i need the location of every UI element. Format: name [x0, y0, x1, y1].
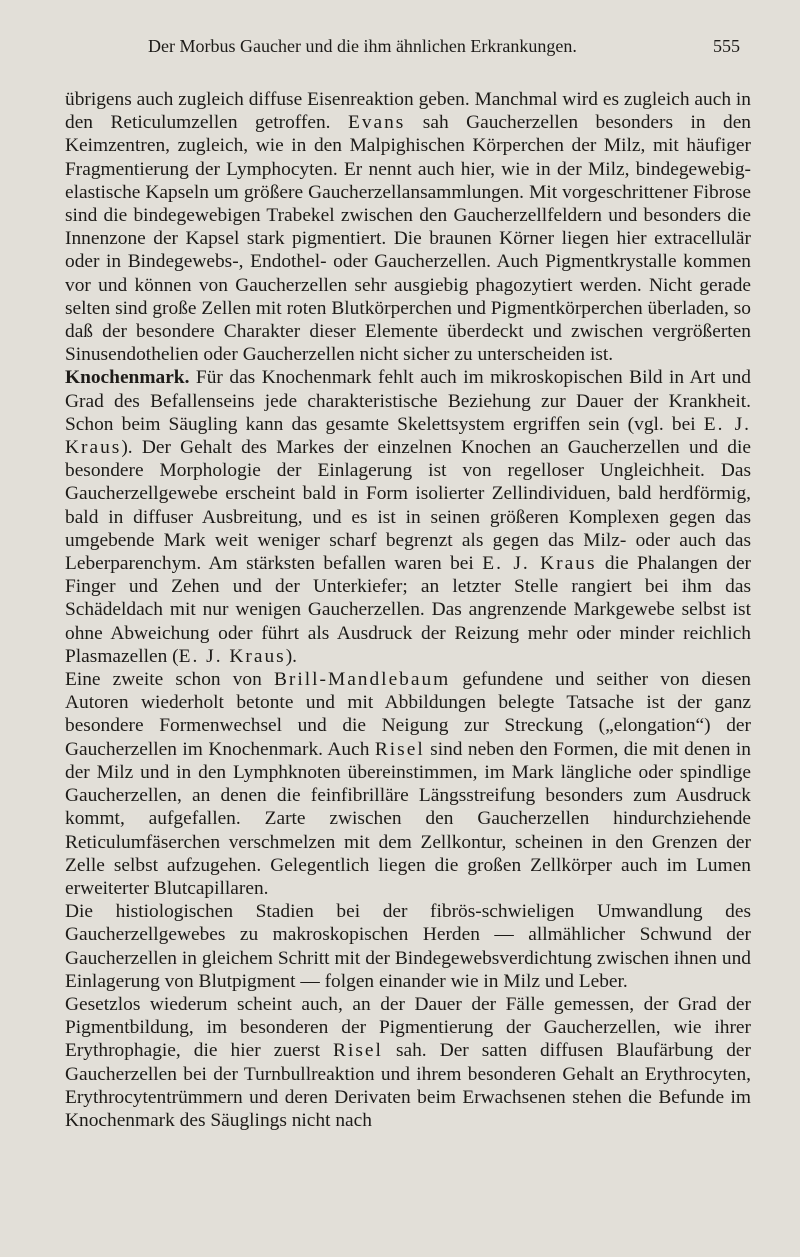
section-heading: Knochenmark.	[65, 367, 190, 389]
paragraph-brill-mandlebaum	[65, 668, 751, 900]
author-name: Brill-Mandlebaum	[273, 669, 451, 691]
text-run: Für das Knochenmark fehlt auch im mikroskopischen Bild in Art und Grad des Befallenseins jede charakteristische Beziehung zur Dauer der Krankheit. Schon beim Säugling kann das gesamte Skelettsystem ergriffen sein (vgl. bei	[65, 367, 751, 435]
text-run: Eine zweite schon von	[65, 669, 274, 691]
author-name: Evans	[347, 112, 406, 134]
author-name: E. J. Kraus	[65, 413, 752, 459]
text-run: sind neben den Formen, die mit denen in der Milz und in den Lymphknoten übereinstimmen, im Mark längliche oder spindlige Gaucherzellen, an denen die feinfibrilläre Längsstreifung besonders zum Ausdruck kommt, aufgefallen. Zarte zwischen den Gaucherzellen hindurchziehende Reticulumfäserchen verschmelzen mit dem Zellkontur, scheinen in den Grenzen der Zelle selbst aufzugehen. Gelegentlich liegen die großen Zellkörper auch im Lumen erweiterter Blutcapillaren.	[65, 738, 751, 899]
paragraph-knochenmark	[65, 366, 751, 668]
text-run: die Phalangen der Finger und Zehen und der Unterkiefer; an letzter Stelle rangiert bei ihm das Schädeldach mit nur wenigen Gaucherzellen. Das angrenzende Markgewebe selbst ist ohne Abweichung oder führt als Ausdruck der Reizung mehr oder minder reichlich Plasmazellen (	[65, 553, 752, 667]
author-name: E. J. Kraus	[178, 645, 286, 667]
author-name: E. J. Kraus	[482, 553, 597, 575]
text-run: Die histiologischen Stadien bei der fibrös-schwieligen Umwandlung des Gaucherzellgewebes zu makroskopischen Herden — allmählicher Schwund der Gaucherzellen in gleichem Schritt mit der Bindegewebsverdichtung zwischen ihnen und Einlagerung von Blutpigment — folgen einander wie in Milz und Leber.	[65, 901, 751, 992]
running-title: Der Morbus Gaucher und die ihm ähnlichen Erkrankungen.	[148, 36, 577, 56]
text-run: ).	[285, 645, 298, 667]
author-name: Risel	[374, 738, 425, 760]
running-head	[68, 36, 740, 62]
paragraph-pigment-formation	[65, 993, 751, 1132]
text-run: Gesetzlos wiederum scheint auch, an der Dauer der Fälle gemessen, der Grad der Pigmentbildung, im besonderen der Pigmentierung der Gaucherzellen, wie ihrer Erythrophagie, die hier zuerst	[65, 993, 751, 1062]
paragraph-fibrous-stages	[65, 900, 751, 993]
text-run: sah Gaucherzellen besonders in den Keimzentren, zugleich, wie in den Malpighischen Körperchen der Milz, mit häufiger Fragmentierung der Lymphocyten. Er nennt auch hier, wie in der Milz, bindegewebig-elastische Kapseln um größere Gaucherzellansammlungen. Mit vorgeschrittener Fibrose sind die bindegewebigen Trabekel zwischen den Gaucherzellfeldern und besonders die Innenzone der Kapsel stark pigmentiert. Die braunen Körner liegen hier extracellulär oder in Bindegewebs-, Endothel- oder Gaucherzellen. Auch Pigmentkrystalle kommen vor und können von Gaucherzellen sehr ausgiebig phagozytiert werden. Nicht gerade selten sind große Zellen mit roten Blutkörperchen und Pigmentkörperchen überladen, so daß der besondere Charakter dieser Elemente überdeckt und zwischen vergrößerten Sinusendothelien oder Gaucherzellen nicht sicher zu unterscheiden ist.	[65, 112, 752, 366]
paragraph-evans-lymph-nodes	[65, 88, 751, 366]
text-run: ). Der Gehalt des Markes der einzelnen Knochen an Gaucherzellen und die besondere Morphologie der Einlagerung ist von regelloser Ungleichheit. Das Gaucherzellgewebe erscheint bald in Form isolierter Zellindividuen, bald herdförmig, bald in diffuser Ausbreitung, und es ist in seinen größeren Komplexen gegen das umgebende Mark weit weniger scharf begrenzt als gegen das Milz- oder auch das Leberparenchym. Am stärksten befallen waren bei	[65, 437, 751, 575]
page-number: 555	[713, 36, 740, 56]
text-run: übrigens auch zugleich diffuse Eisenreaktion geben. Manchmal wird es zugleich auch in den Reticulumzellen getroffen.	[65, 89, 751, 134]
author-name: Risel	[333, 1040, 383, 1062]
text-run: sah. Der satten diffusen Blaufärbung der Gaucherzellen bei der Turnbullreaktion und ihrem besonderen Gehalt an Erythrocyten, Erythrocytentrümmern und deren Derivaten beim Erwachsenen stehen die Befunde im Knochenmark des Säuglings nicht nach	[65, 1040, 751, 1131]
body-text	[65, 88, 751, 1132]
text-run: gefundene und seither von diesen Autoren wiederholt betonte und mit Abbildungen belegte Tatsache ist der ganz besondere Formenwechsel und die Neigung zur Streckung („elongation“) der Gaucherzellen im Knochenmark. Auch	[65, 669, 751, 760]
